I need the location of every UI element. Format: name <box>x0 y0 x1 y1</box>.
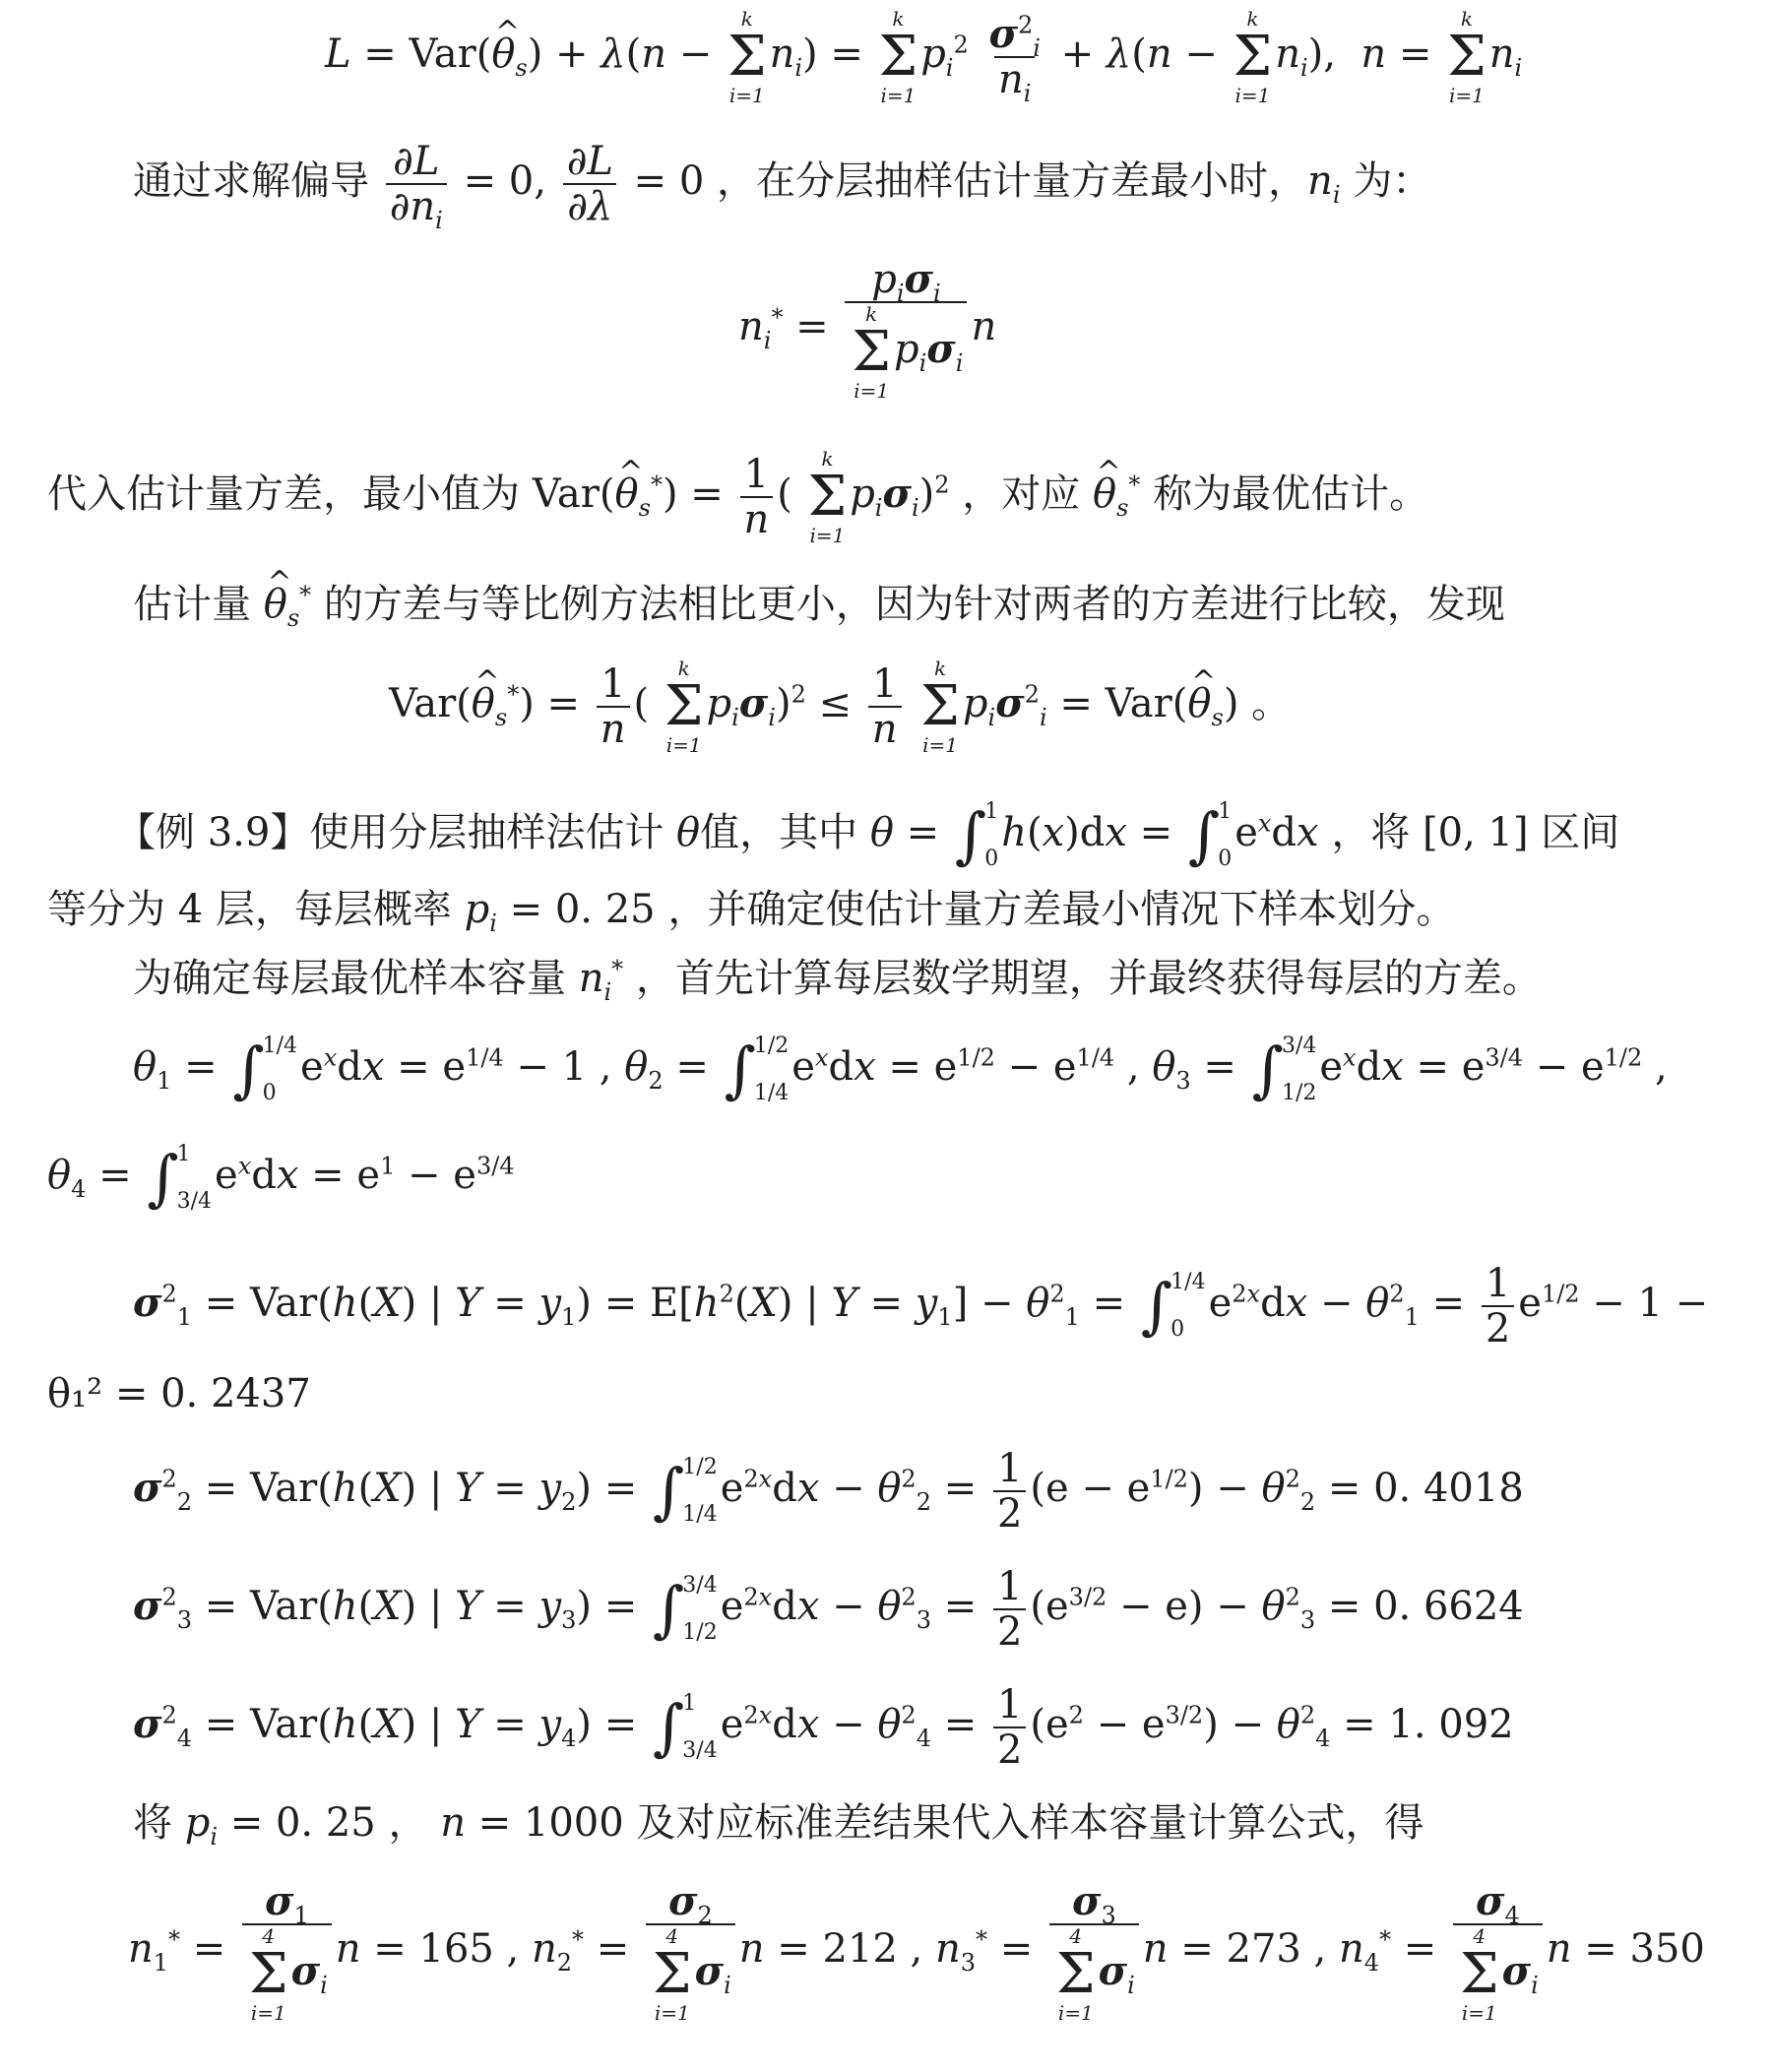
text-example-layers: 等分为 4 层，每层概率 $p_i = 0$. 25 ，并确定使估计量方差最小情况下样本划分。 <box>47 887 1456 937</box>
text-compare: 估计量 ^ $\theta_s^*$ 的方差与等比例方法相比更小，因为针对两者的方差进行比较，发现 <box>133 581 1505 628</box>
text-substitute: 将 $p_i = 0$. 25 ， n = 1000 及对应标准差结果代入样本容量计算公式，得 <box>133 1800 1424 1851</box>
eq-sigma1-value: θ₁² = 0. 2437 <box>47 1371 311 1416</box>
text-example-goal: 为确定每层最优样本容量 $n_i^*$ ，首先计算每层数学期望，并最终获得每层的方差。 <box>133 955 1542 1006</box>
text-partial-derivative: 通过求解偏导 $\frac{\partial L}{\partial n_i}$ = 0, $\frac{\partial L}{\partial\lambda}$ = 0 ，在分层抽样估计量方差最小时，$n_i$ 为： <box>133 139 1432 234</box>
eq-lagrangian: L = Var(^ $\theta_s) + \lambda(n$ − k Σ i=1 $n_i$) = k Σ i=1 $p_i^2$ $\frac{\sigma^2_i}{n_i}$ + λ(n − k Σ i=1 $n_i$), n = k Σ i=1 $n_i$ <box>325 8 1522 106</box>
text-min-variance: 代入估计量方差，最小值为 Var(^ $\theta_s^*$) = $\frac{1}{n}$ ( k Σ i=1 $p_i\sigma_i)^2$ ，对应 ^ $\theta_s^*$ 称为最优估计。 <box>47 448 1428 546</box>
eq-final-allocation: $n_1^*$ = $\sigma_1$ 4 Σ i=1 $\sigma_i$ n = 165 , $n_2^*$ = $\sigma_2$ 4 Σ i=1 $\sigma_i$ n = 212 , $n_3^*$ = $\sigma_3$ 4 Σ i=1 $\sigma_i$ n = 273 , $n_4^*$ = $\sigma_4$ 4 Σ i=1 $\sigma_i$ n = 350 <box>128 1878 1705 2025</box>
eq-theta-4: $\theta_4$ = ∫ 1 3/4 $e^xdx = e^1 - e^{3/4}$ <box>47 1142 515 1214</box>
eq-sigma4: $\sigma^2_4 = Var(h(X)$ | $Y = y_4$) = ∫ 1 3/4 $e^{2x}dx - \theta^2_4$ = $\frac{1}{2}$ $(e^2 - e^{3/2}) - \theta^2_4 = 1$. 092 <box>133 1682 1514 1773</box>
text-example-3-9: 【例 3.9】使用分层抽样法估计 θ值，其中 θ = ∫ 1 0 h(x)dx = ∫ 1 0 $e^xdx$ ，将 [0, 1] 区间 <box>116 799 1620 871</box>
eq-theta-1-3: $\theta_1$ = ∫ 1/4 0 $e^xdx = e^{1/4} - 1$ , $\theta_2$ = ∫ 1/2 1/4 $e^xdx = e^{1/2} - e^{1/4}$ , $\theta_3$ = ∫ 3/4 1/2 $e^xdx = e^{3/4} - e^{1/2}$ , <box>133 1034 1668 1105</box>
eq-sigma3: $\sigma^2_3 = Var(h(X)$ | $Y = y_3$) = ∫ 3/4 1/2 $e^{2x}dx - \theta^2_3$ = $\frac{1}{2}$ $(e^{3/2} - e) - \theta^2_3 = 0$. 6624 <box>133 1564 1524 1655</box>
eq-sigma1: $\sigma^2_1 = Var(h(X)$ | $Y = y_1) = E[h^2(X)$ | $Y = y_1] - \theta^2_1$ = ∫ 1/4 0 $e^{2x}dx - \theta^2_1$ = $\frac{1}{2}$ $e^{1/2} - 1$ − <box>133 1261 1709 1351</box>
eq-optimal-ni: $n_i^*$ = $p_i\sigma_i$ k Σ i=1 $p_i\sigma_i$ n <box>738 256 997 403</box>
eq-sigma2: $\sigma^2_2 = Var(h(X)$ | $Y = y_2$) = ∫ 1/2 1/4 $e^{2x}dx - \theta^2_2$ = $\frac{1}{2}$ $(e - e^{1/2}) - \theta^2_2 = 0$. 4018 <box>133 1446 1524 1537</box>
eq-inequality: Var(^ $\theta_s^*$) = $\frac{1}{n}$ ( k Σ i=1 $p_i\sigma_i)^2$ ≤ $\frac{1}{n}$ k Σ i=1 $p_i\sigma^2_i$ = Var(^ $\theta_s$) 。 <box>389 658 1291 756</box>
